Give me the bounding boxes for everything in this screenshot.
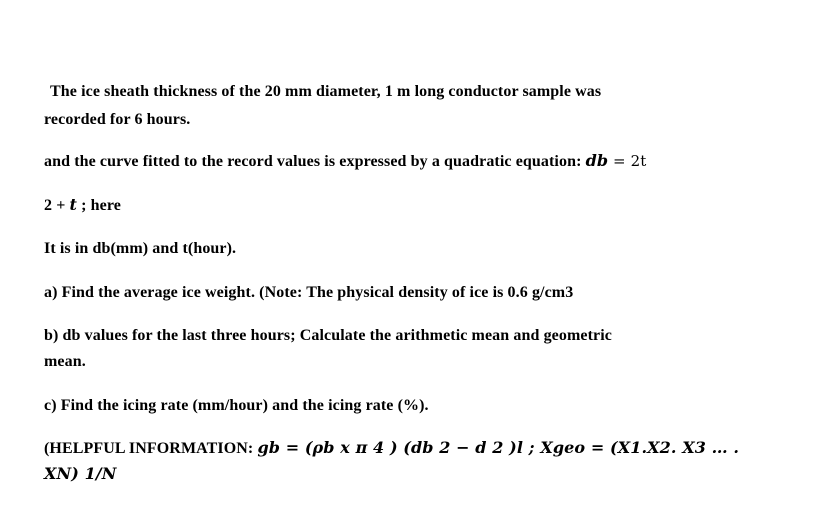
units-line: It is in db(mm) and t(hour).: [44, 240, 237, 257]
equation-continuation-suffix: ; here: [77, 197, 121, 214]
equation-variable-t: t: [69, 195, 78, 214]
helpful-information-line-1: [44, 438, 739, 459]
equation-variable-db: db: [585, 151, 609, 170]
equation-description-line: [44, 151, 646, 172]
equation-description-text: and the curve fitted to the record values is expressed by a quadratic equation:: [44, 153, 586, 170]
helpful-information-formula-continued: XN) 1/N: [44, 464, 117, 483]
helpful-information-formula: gb = (ρb x π 4 ) (db 2 − d 2 )l ; Xgeo = (X1.X2. X3 … .: [257, 438, 740, 457]
question-a: a) Find the average ice weight. (Note: The physical density of ice is 0.6 g/cm3: [44, 284, 574, 301]
equation-continuation-prefix: 2 +: [44, 197, 70, 214]
question-b-line-2: mean.: [44, 353, 86, 370]
problem-intro-line-2: recorded for 6 hours.: [44, 111, 191, 128]
problem-intro-line-1: The ice sheath thickness of the 20 mm diameter, 1 m long conductor sample was: [50, 83, 602, 100]
equation-rhs: = 2t: [608, 152, 647, 170]
question-c: c) Find the icing rate (mm/hour) and the icing rate (%).: [44, 397, 429, 414]
helpful-information-line-2: [44, 464, 116, 485]
helpful-information-label: (HELPFUL INFORMATION:: [44, 440, 258, 457]
equation-continuation-line: [44, 195, 121, 216]
question-b-line-1: b) db values for the last three hours; Calculate the arithmetic mean and geometric: [44, 327, 612, 344]
